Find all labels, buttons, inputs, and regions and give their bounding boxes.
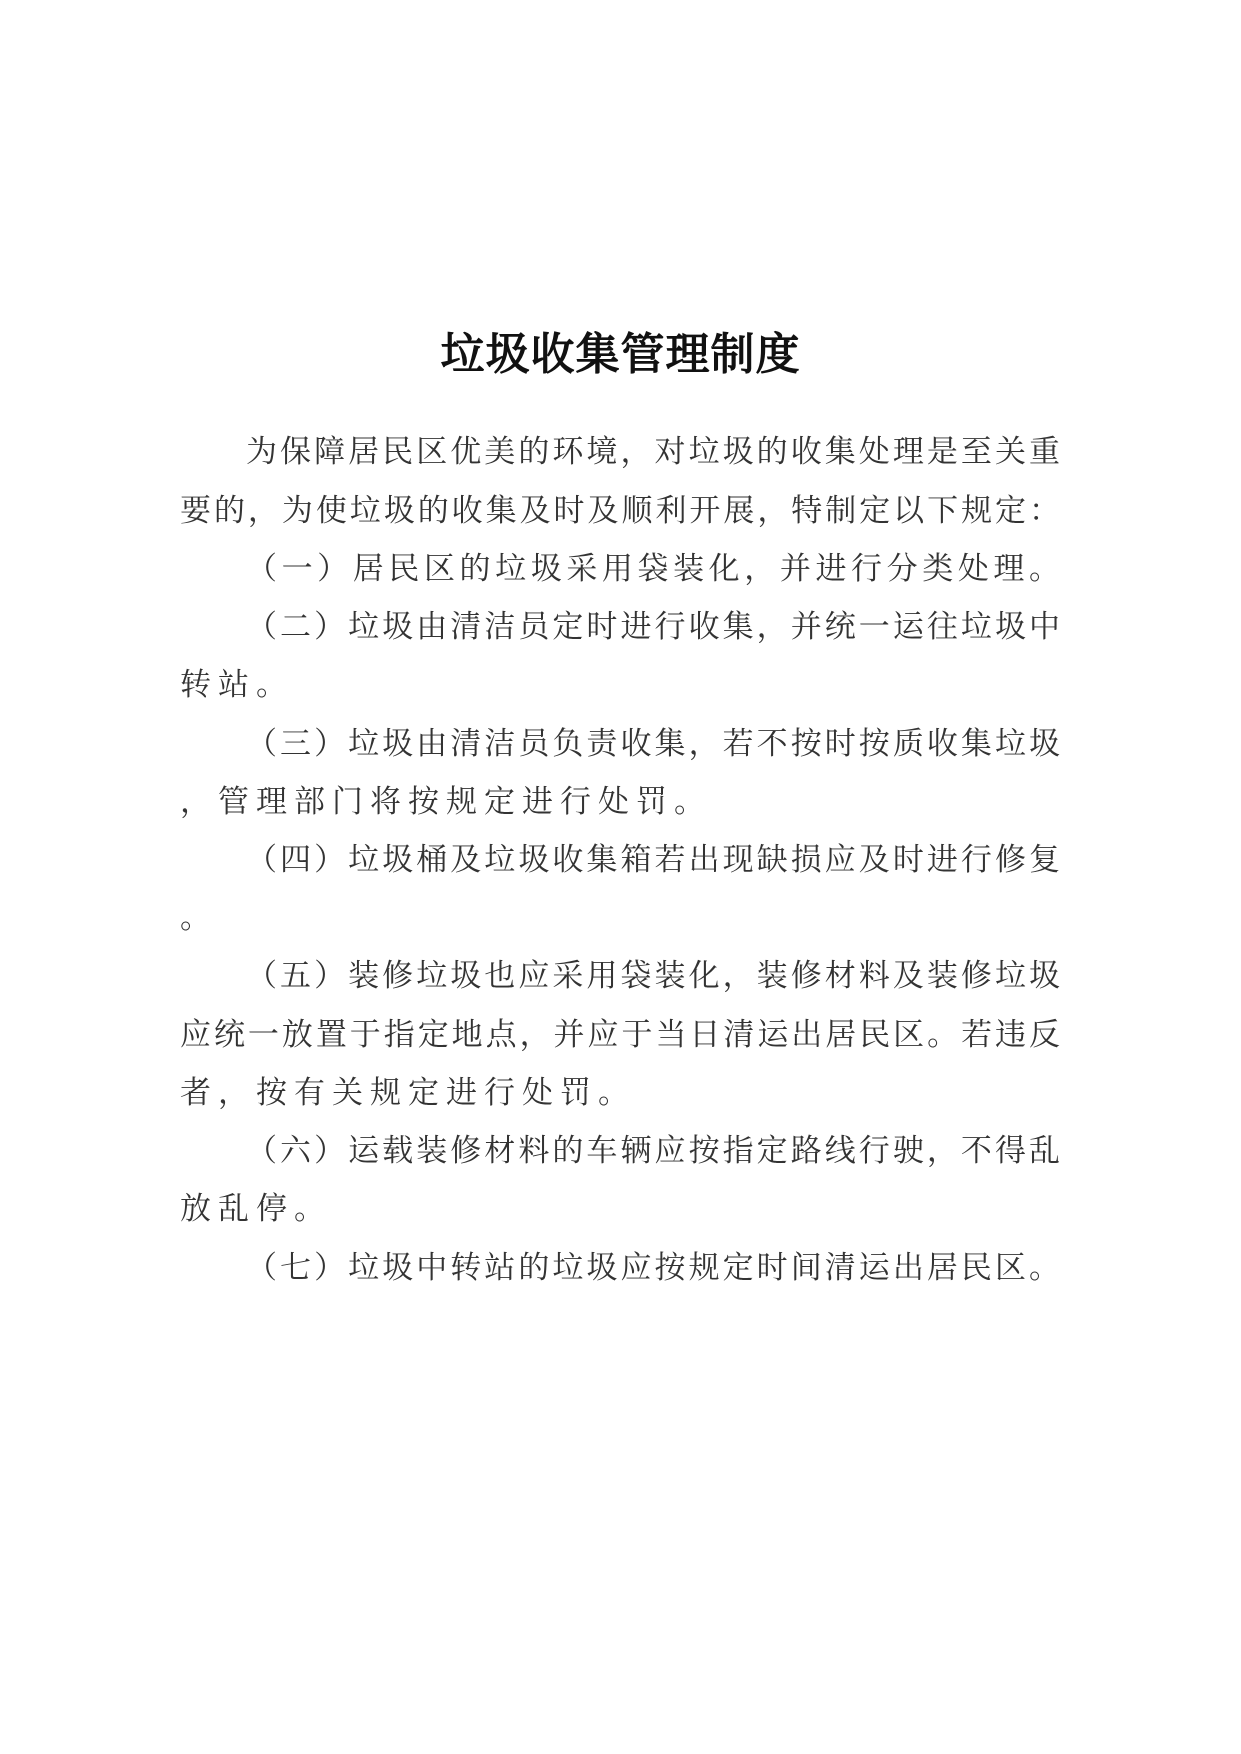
intro-line-2: 要的，为使垃圾的收集及时及顺利开展，特制定以下规定： [180,493,1060,529]
intro-line-1: 为保障居民区优美的环境，对垃圾的收集处理是至关重 [246,434,1060,470]
rule-4-line-2: 。 [180,900,218,936]
rule-2-line-2: 转站。 [180,667,294,703]
document-title: 垃圾收集管理制度 [440,329,801,380]
rule-7-line-1: （七）垃圾中转站的垃圾应按规定时间清运出居民区。 [246,1250,1060,1286]
rule-5-line-2: 应统一放置于指定地点，并应于当日清运出居民区。若违反 [180,1017,1060,1053]
rule-5-line-3: 者，按有关规定进行处罚。 [180,1075,636,1111]
rule-6-line-2: 放乱停。 [180,1191,332,1227]
rule-5-line-1: （五）装修垃圾也应采用袋装化，装修材料及装修垃圾 [246,958,1060,994]
rule-3-line-2: ，管理部门将按规定进行处罚。 [180,784,712,820]
rule-3-line-1: （三）垃圾由清洁员负责收集，若不按时按质收集垃圾 [246,726,1060,762]
rule-6-line-1: （六）运载装修材料的车辆应按指定路线行驶，不得乱 [246,1133,1060,1169]
rule-1-line-1: （一）居民区的垃圾采用袋装化，并进行分类处理。 [246,551,1060,587]
rule-4-line-1: （四）垃圾桶及垃圾收集箱若出现缺损应及时进行修复 [246,842,1060,878]
rule-2-line-1: （二）垃圾由清洁员定时进行收集，并统一运往垃圾中 [246,609,1060,645]
